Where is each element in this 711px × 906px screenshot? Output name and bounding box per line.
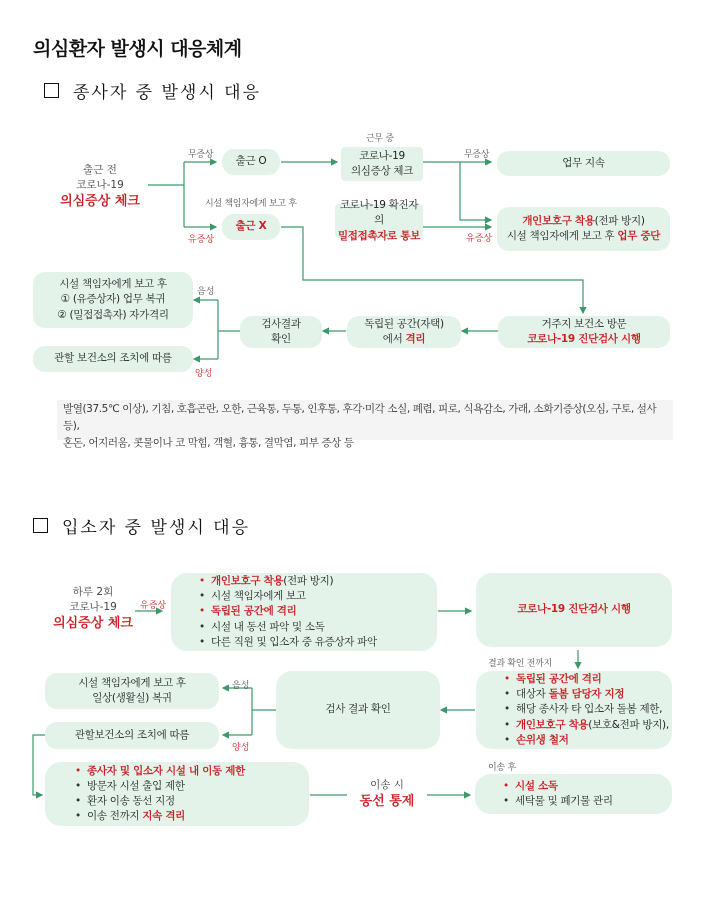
transfer-label <box>345 778 429 812</box>
action-item: • 독립된 공간에 격리 <box>199 604 377 619</box>
s1-start-line1: 출근 전 <box>83 164 117 176</box>
transfer-line2: 동선 통제 <box>359 794 415 810</box>
isolation-line2-a: 에서 <box>382 333 406 345</box>
s2-start-line2: 코로나-19 <box>69 601 117 614</box>
health-center-line1: 거주지 보건소 방문 <box>541 317 627 330</box>
section1-heading-text: 종사자 중 발생시 대응 <box>73 83 262 103</box>
symptom-note-line2: 혼돈, 어지러움, 콧물이나 코 막힘, 객혈, 흉통, 결막염, 피부 증상 등 <box>63 436 354 449</box>
restrict-item: • 이송 전까지 지속 격리 <box>75 809 245 824</box>
label-no-symptom: 무증상 <box>188 150 214 160</box>
s2-start <box>48 585 138 634</box>
section1-heading <box>44 78 261 103</box>
label-after-transfer: 이송 후 <box>488 763 516 773</box>
action-item: • 다른 직원 및 입소자 중 유증상자 파악 <box>199 635 377 650</box>
label-symptom-s2: 유증상 <box>140 601 167 611</box>
continue-work-box <box>497 151 670 176</box>
after-item: • 시설 소독 <box>503 779 613 794</box>
s2-result-check-text: 검사 결과 확인 <box>325 703 391 716</box>
work-check-line1: 코로나-19 <box>359 149 405 162</box>
restrict-item: • 방문자 시설 출입 제한 <box>75 779 245 794</box>
checkbox-icon <box>44 83 59 98</box>
isolation-item: • 독립된 공간에 격리 <box>504 672 669 687</box>
label-negative: 음성 <box>197 287 215 297</box>
s2-isolation-box <box>476 671 672 749</box>
commute-o-text: 출근 O <box>235 155 267 168</box>
commute-x-box <box>222 214 280 240</box>
negative-line2: ① (유증상자) 업무 복귀 <box>60 293 166 306</box>
after-item: • 세탁물 및 폐기물 관리 <box>503 794 613 809</box>
ppe-line2-red: 업무 중단 <box>617 230 661 242</box>
ppe-line1-rest: (전파 방지) <box>594 214 645 227</box>
label-positive-s2: 양성 <box>232 743 250 753</box>
isolation-line2-red: 격리 <box>405 333 426 345</box>
contact-notice-box <box>335 199 423 242</box>
s2-negative-line1: 시설 책임자에게 보고 후 <box>78 676 186 689</box>
label-no-symptom-2: 무증상 <box>464 150 490 160</box>
health-center-line2: 코로나-19 진단검사 시행 <box>527 333 641 345</box>
checkbox-icon <box>33 518 48 533</box>
section2-heading <box>33 513 250 538</box>
label-report-facility: 시설 책임자에게 보고 후 <box>205 199 297 209</box>
s2-positive-text: 관할보건소의 조치에 따름 <box>74 728 190 741</box>
work-check-line2: 의심증상 체크 <box>350 165 414 177</box>
positive-text: 관할 보건소의 조치에 따름 <box>54 352 172 365</box>
contact-notice-line2: 밀접접촉자로 통보 <box>337 229 421 242</box>
action-item: • 시설 책임자에게 보고 <box>199 589 377 604</box>
test-result-box <box>240 316 322 348</box>
label-symptom: 유증상 <box>188 235 215 245</box>
ppe-line2-a: 시설 책임자에게 보고 후 <box>506 230 618 242</box>
isolation-item: • 대상자 돌봄 담당자 지정 <box>504 687 669 702</box>
s2-isolation-list <box>504 672 669 748</box>
isolation-item: • 해당 종사자 타 입소자 돌봄 제한, <box>504 702 669 717</box>
contact-notice-line1: 코로나-19 확진자의 <box>339 199 419 227</box>
s2-negative-box <box>45 673 219 709</box>
s2-restrict-list <box>75 764 245 825</box>
s2-test-box <box>476 573 672 647</box>
s2-negative-line2: 일상(생활실) 복귀 <box>92 692 172 704</box>
work-check-box <box>341 147 423 181</box>
isolation-item-cont: • 개인보호구 착용(보호&전파 방지), <box>504 718 669 733</box>
action-item: • 시설 내 동선 파악 및 소독 <box>199 620 377 635</box>
s2-actions-box <box>171 573 437 651</box>
label-symptom-2: 유증상 <box>466 234 493 244</box>
label-positive: 양성 <box>195 369 213 379</box>
positive-box <box>33 346 193 372</box>
s1-start-line2: 코로나-19 <box>76 179 124 192</box>
s2-result-check-box <box>276 671 440 749</box>
transfer-line1: 이송 시 <box>370 779 404 791</box>
section2-heading-text: 입소자 중 발생시 대응 <box>62 518 251 538</box>
test-result-line1: 검사결과 <box>261 317 301 330</box>
negative-box <box>33 272 193 328</box>
label-negative-s2: 음성 <box>232 681 250 691</box>
negative-line1: 시설 책임자에게 보고 후 <box>59 278 167 291</box>
symptom-note <box>57 400 673 449</box>
ppe-line1-red: 개인보호구 착용 <box>522 214 595 227</box>
isolation-item-cont: • 손위생 철저 <box>504 733 669 748</box>
page-title: 의심환자 발생시 대응체계 <box>33 38 242 60</box>
negative-line3: ② (밀접접촉자) 자가격리 <box>57 308 169 321</box>
s1-start-line3: 의심증상 체크 <box>60 194 140 210</box>
s2-start-line1: 하루 2회 <box>72 586 114 598</box>
ppe-box <box>497 207 670 251</box>
s2-actions-list <box>199 574 377 650</box>
s2-restrict-box <box>45 762 309 826</box>
s2-start-line3: 의심증상 체크 <box>53 616 133 632</box>
s2-after-box <box>475 774 672 814</box>
symptom-note-line1: 발열(37.5℃ 이상), 기침, 호흡곤란, 오한, 근육통, 두통, 인후통, 후각·미각 소실, 폐렴, 피로, 식욕감소, 가래, 소화기증상(오심, 구토, 설사 등), <box>63 403 657 432</box>
s1-start <box>50 163 150 212</box>
s2-positive-box <box>45 722 219 749</box>
restrict-item: • 종사자 및 입소자 시설 내 이동 제한 <box>75 764 245 779</box>
commute-o-box <box>222 149 280 175</box>
isolation-box <box>347 316 461 348</box>
restrict-item: • 환자 이송 동선 지정 <box>75 794 245 809</box>
s2-after-list <box>503 779 613 809</box>
action-item: • 개인보호구 착용(전파 방지) <box>199 574 377 589</box>
continue-work-text: 업무 지속 <box>562 156 605 169</box>
label-during-work: 근무 중 <box>366 134 394 144</box>
label-until-result: 결과 확인 전까지 <box>488 659 552 669</box>
isolation-line1: 독립된 공간(자택) <box>364 317 444 330</box>
test-result-line2: 확인 <box>271 333 291 345</box>
s2-test-text: 코로나-19 진단검사 시행 <box>517 603 631 616</box>
commute-x-text: 출근 X <box>235 220 267 233</box>
health-center-box <box>498 316 670 348</box>
